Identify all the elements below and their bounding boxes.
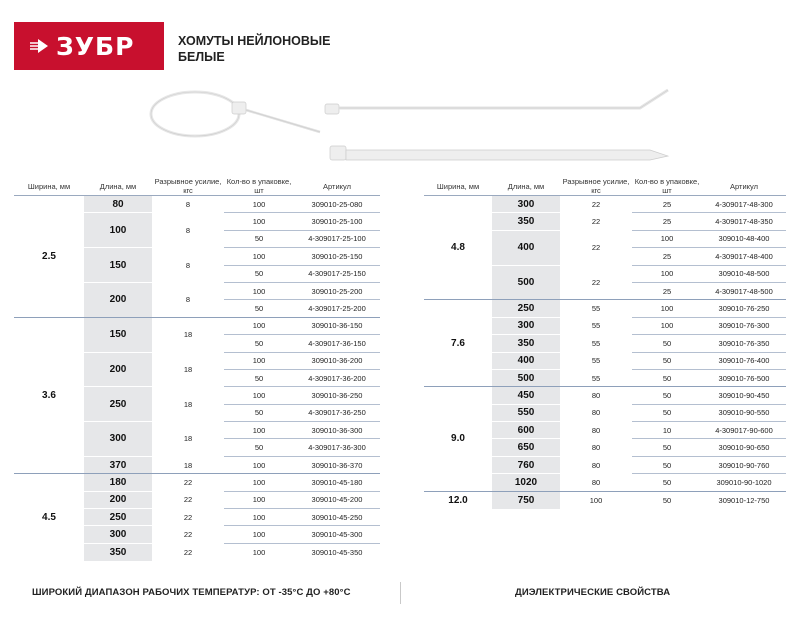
qty-cell: 100: [224, 509, 294, 526]
title-line-2: БЕЛЫЕ: [178, 50, 225, 64]
length-cell: 350: [84, 543, 152, 560]
article-cell: 309010-76-300: [702, 317, 786, 334]
force-cell: 80: [560, 387, 632, 404]
length-cell: 350: [492, 335, 560, 352]
page-title: [178, 33, 330, 65]
article-cell: 4-309017-36-300: [294, 439, 380, 456]
width-cell: 3.6: [14, 317, 84, 474]
table-row: [424, 196, 786, 213]
qty-cell: 50: [632, 474, 702, 491]
article-cell: 4-309017-25-200: [294, 300, 380, 317]
article-cell: 4-309017-48-400: [702, 248, 786, 265]
qty-cell: 100: [632, 317, 702, 334]
length-cell: 300: [84, 422, 152, 457]
header-qty: Кол-во в упаковке, шт: [632, 177, 702, 196]
qty-cell: 100: [224, 213, 294, 230]
force-cell: 100: [560, 491, 632, 508]
qty-cell: 100: [224, 196, 294, 213]
qty-cell: 100: [632, 265, 702, 282]
article-cell: 4-309017-25-100: [294, 230, 380, 247]
force-cell: 18: [152, 387, 224, 422]
article-cell: 4-309017-48-500: [702, 282, 786, 299]
article-cell: 309010-90-1020: [702, 474, 786, 491]
qty-cell: 100: [224, 456, 294, 473]
left-spec-table: [14, 177, 380, 561]
article-cell: 4-309017-36-200: [294, 369, 380, 386]
qty-cell: 50: [632, 387, 702, 404]
article-cell: 309010-90-650: [702, 439, 786, 456]
cable-ties-image: [140, 84, 680, 180]
title-line-1: ХОМУТЫ НЕЙЛОНОВЫЕ: [178, 34, 331, 48]
article-cell: 309010-36-150: [294, 317, 380, 334]
length-cell: 760: [492, 456, 560, 473]
table-header: [424, 177, 786, 196]
arrow-icon: [28, 35, 50, 57]
force-cell: 18: [152, 352, 224, 387]
article-cell: 309010-48-400: [702, 230, 786, 247]
qty-cell: 50: [632, 352, 702, 369]
qty-cell: 50: [224, 439, 294, 456]
force-cell: 55: [560, 317, 632, 334]
force-cell: 8: [152, 196, 224, 213]
length-cell: 200: [84, 491, 152, 508]
brand-logo: [14, 22, 164, 70]
qty-cell: 50: [224, 300, 294, 317]
article-cell: 4-309017-25-150: [294, 265, 380, 282]
force-cell: 80: [560, 422, 632, 439]
length-cell: 400: [492, 352, 560, 369]
footer-divider: [400, 582, 401, 604]
force-cell: 8: [152, 282, 224, 317]
article-cell: 4-309017-48-350: [702, 213, 786, 230]
qty-cell: 10: [632, 422, 702, 439]
force-cell: 22: [152, 474, 224, 491]
qty-cell: 50: [632, 491, 702, 508]
qty-cell: 50: [632, 404, 702, 421]
qty-cell: 100: [224, 422, 294, 439]
length-cell: 350: [492, 213, 560, 230]
force-cell: 55: [560, 369, 632, 386]
length-cell: 300: [492, 317, 560, 334]
length-cell: 300: [84, 526, 152, 543]
length-cell: 550: [492, 404, 560, 421]
footer-dielectric: ДИЭЛЕКТРИЧЕСКИЕ СВОЙСТВА: [515, 587, 671, 598]
width-cell: 2.5: [14, 196, 84, 318]
force-cell: 22: [560, 213, 632, 230]
force-cell: 80: [560, 456, 632, 473]
table-header: [14, 177, 380, 196]
article-cell: 4-309017-48-300: [702, 196, 786, 213]
force-cell: 55: [560, 300, 632, 317]
table-row: [424, 491, 786, 508]
force-cell: 8: [152, 248, 224, 283]
qty-cell: 100: [224, 317, 294, 334]
header-force: Разрывное усилие, кгс: [560, 177, 632, 196]
table-row: [14, 317, 380, 334]
header-width: Ширина, мм: [424, 177, 492, 196]
article-cell: 4-309017-36-250: [294, 404, 380, 421]
force-cell: 22: [152, 543, 224, 560]
width-cell: 12.0: [424, 491, 492, 508]
article-cell: 309010-25-200: [294, 282, 380, 299]
article-cell: 309010-36-300: [294, 422, 380, 439]
length-cell: 450: [492, 387, 560, 404]
article-cell: 309010-45-350: [294, 543, 380, 560]
force-cell: 22: [152, 509, 224, 526]
force-cell: 22: [560, 230, 632, 265]
qty-cell: 25: [632, 248, 702, 265]
qty-cell: 50: [224, 230, 294, 247]
force-cell: 22: [152, 491, 224, 508]
qty-cell: 100: [224, 387, 294, 404]
force-cell: 22: [152, 526, 224, 543]
length-cell: 200: [84, 352, 152, 387]
article-cell: 309010-36-250: [294, 387, 380, 404]
article-cell: 309010-76-250: [702, 300, 786, 317]
qty-cell: 50: [224, 265, 294, 282]
length-cell: 100: [84, 213, 152, 248]
length-cell: 500: [492, 265, 560, 300]
force-cell: 18: [152, 422, 224, 457]
article-cell: 4-309017-90-600: [702, 422, 786, 439]
qty-cell: 100: [224, 248, 294, 265]
footer-temperature: ШИРОКИЙ ДИАПАЗОН РАБОЧИХ ТЕМПЕРАТУР: ОТ -35°С ДО +80°С: [32, 587, 351, 598]
force-cell: 18: [152, 317, 224, 352]
length-cell: 300: [492, 196, 560, 213]
length-cell: 250: [84, 509, 152, 526]
article-cell: 309010-90-550: [702, 404, 786, 421]
article-cell: 309010-48-500: [702, 265, 786, 282]
qty-cell: 25: [632, 282, 702, 299]
length-cell: 80: [84, 196, 152, 213]
width-cell: 7.6: [424, 300, 492, 387]
article-cell: 309010-45-300: [294, 526, 380, 543]
right-spec-table: [424, 177, 786, 509]
article-cell: 4-309017-36-150: [294, 335, 380, 352]
force-cell: 80: [560, 439, 632, 456]
force-cell: 18: [152, 456, 224, 473]
force-cell: 55: [560, 335, 632, 352]
force-cell: 8: [152, 213, 224, 248]
qty-cell: 50: [224, 335, 294, 352]
length-cell: 1020: [492, 474, 560, 491]
article-cell: 309010-76-400: [702, 352, 786, 369]
qty-cell: 50: [632, 335, 702, 352]
table-row: [14, 474, 380, 491]
header-force: Разрывное усилие, кгс: [152, 177, 224, 196]
length-cell: 200: [84, 282, 152, 317]
header-article: Артикул: [294, 177, 380, 196]
brand-name: ЗУБР: [56, 31, 135, 61]
article-cell: 309010-36-370: [294, 456, 380, 473]
article-cell: 309010-45-180: [294, 474, 380, 491]
qty-cell: 50: [632, 456, 702, 473]
qty-cell: 50: [224, 369, 294, 386]
qty-cell: 100: [224, 491, 294, 508]
article-cell: 309010-45-250: [294, 509, 380, 526]
qty-cell: 50: [632, 369, 702, 386]
header-length: Длина, мм: [492, 177, 560, 196]
length-cell: 400: [492, 230, 560, 265]
table-row: [424, 387, 786, 404]
article-cell: 309010-76-500: [702, 369, 786, 386]
header-article: Артикул: [702, 177, 786, 196]
force-cell: 22: [560, 196, 632, 213]
length-cell: 180: [84, 474, 152, 491]
length-cell: 500: [492, 369, 560, 386]
qty-cell: 100: [224, 526, 294, 543]
table-row: [14, 196, 380, 213]
article-cell: 309010-36-200: [294, 352, 380, 369]
qty-cell: 100: [632, 230, 702, 247]
width-cell: 9.0: [424, 387, 492, 491]
force-cell: 80: [560, 474, 632, 491]
header-length: Длина, мм: [84, 177, 152, 196]
article-cell: 309010-12-750: [702, 491, 786, 508]
qty-cell: 100: [224, 543, 294, 560]
length-cell: 600: [492, 422, 560, 439]
qty-cell: 100: [224, 474, 294, 491]
qty-cell: 50: [224, 404, 294, 421]
header-width: Ширина, мм: [14, 177, 84, 196]
article-cell: 309010-25-080: [294, 196, 380, 213]
length-cell: 370: [84, 456, 152, 473]
force-cell: 55: [560, 352, 632, 369]
width-cell: 4.8: [424, 196, 492, 300]
article-cell: 309010-76-350: [702, 335, 786, 352]
article-cell: 309010-25-150: [294, 248, 380, 265]
force-cell: 80: [560, 404, 632, 421]
length-cell: 250: [492, 300, 560, 317]
width-cell: 4.5: [14, 474, 84, 561]
length-cell: 650: [492, 439, 560, 456]
table-row: [424, 300, 786, 317]
force-cell: 22: [560, 265, 632, 300]
length-cell: 150: [84, 248, 152, 283]
article-cell: 309010-25-100: [294, 213, 380, 230]
header-qty: Кол-во в упаковке, шт: [224, 177, 294, 196]
article-cell: 309010-45-200: [294, 491, 380, 508]
length-cell: 150: [84, 317, 152, 352]
qty-cell: 25: [632, 213, 702, 230]
qty-cell: 100: [632, 300, 702, 317]
length-cell: 250: [84, 387, 152, 422]
qty-cell: 25: [632, 196, 702, 213]
article-cell: 309010-90-450: [702, 387, 786, 404]
qty-cell: 50: [632, 439, 702, 456]
length-cell: 750: [492, 491, 560, 508]
qty-cell: 100: [224, 352, 294, 369]
qty-cell: 100: [224, 282, 294, 299]
article-cell: 309010-90-760: [702, 456, 786, 473]
